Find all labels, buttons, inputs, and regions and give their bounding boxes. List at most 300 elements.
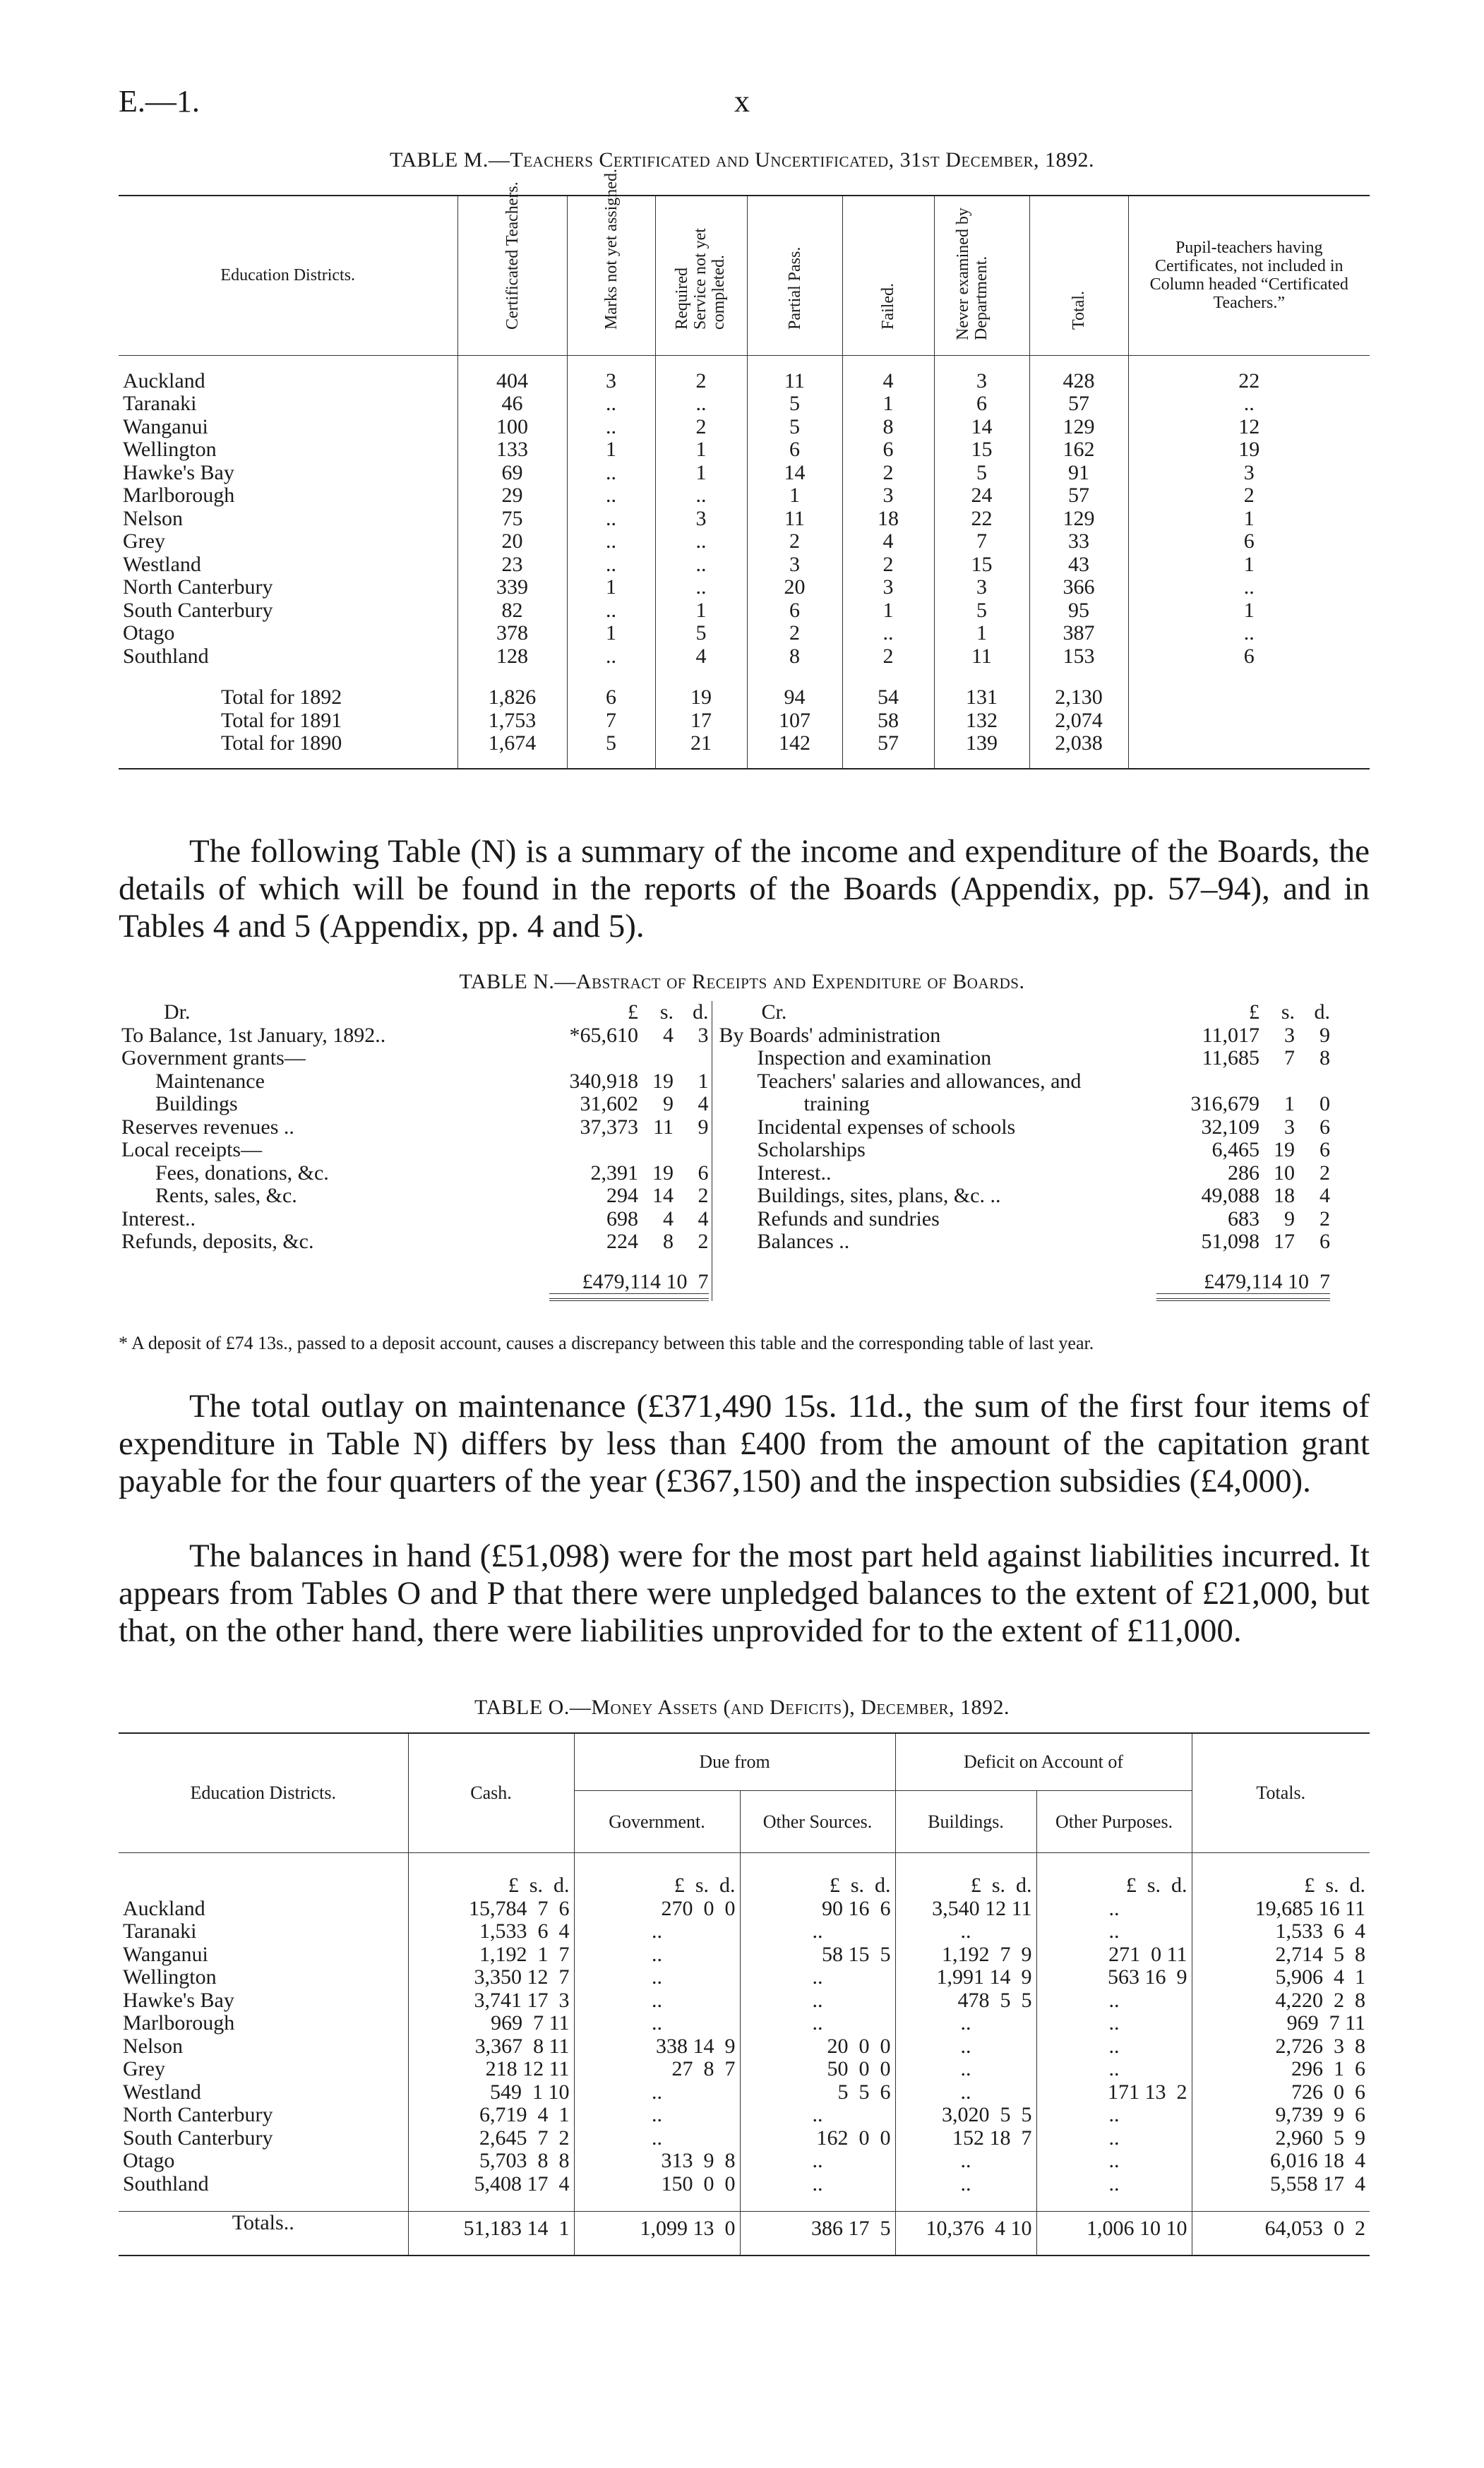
amount-pounds: 32,109 bbox=[1201, 1115, 1259, 1139]
amount-pence: 2 bbox=[698, 1184, 709, 1207]
money-cell: .. bbox=[895, 2173, 1036, 2196]
receipt-label: Reserves revenues .. bbox=[121, 1115, 294, 1139]
table-row bbox=[119, 484, 1370, 508]
money-cell: 271 0 11 bbox=[1036, 1943, 1192, 1967]
table-cell: 11 bbox=[934, 645, 1029, 669]
table-cell: 7 bbox=[934, 530, 1029, 553]
amount-shillings: 14 bbox=[652, 1184, 674, 1207]
table-cell: 162 bbox=[1029, 438, 1128, 462]
amount-pounds: 294 bbox=[606, 1184, 638, 1207]
district-name: North Canterbury bbox=[123, 2103, 273, 2126]
table-cell: .. bbox=[655, 553, 747, 577]
table-row bbox=[119, 2058, 1370, 2081]
table-cell: 33 bbox=[1029, 530, 1128, 553]
money-cell: 1,533 6 4 bbox=[1192, 1920, 1370, 1943]
amount-shillings: 18 bbox=[1274, 1184, 1295, 1207]
table-n-cr: Cr. bbox=[712, 1001, 1135, 1024]
money-cell: 2,960 5 9 bbox=[1192, 2127, 1370, 2150]
total-label: Total for 1892 bbox=[221, 685, 342, 709]
amount-shillings: 11 bbox=[653, 1115, 674, 1139]
table-cell: 2 bbox=[842, 462, 934, 485]
table-cell: 131 bbox=[934, 686, 1029, 709]
table-cell: .. bbox=[1128, 393, 1370, 416]
table-cell: 82 bbox=[457, 599, 567, 623]
table-cell: .. bbox=[567, 530, 655, 553]
amount-pounds: 683 bbox=[1228, 1206, 1259, 1230]
amount-pence: 3 bbox=[698, 1023, 709, 1047]
table-n-total-right: £479,114 10 7 bbox=[1204, 1269, 1330, 1293]
table-cell: 11 bbox=[747, 508, 842, 531]
table-cell: 4 bbox=[842, 370, 934, 393]
table-cell: 57 bbox=[1029, 484, 1128, 508]
district-name: Grey bbox=[123, 529, 165, 553]
table-cell: 29 bbox=[457, 484, 567, 508]
empty-cell bbox=[1333, 1162, 1370, 1185]
col-cash: Cash. bbox=[408, 1733, 574, 1853]
amount-pounds: 286 bbox=[1228, 1161, 1259, 1185]
amount-pounds: 316,679 bbox=[1190, 1092, 1259, 1115]
table-cell bbox=[1128, 686, 1370, 709]
table-cell: 69 bbox=[457, 462, 567, 485]
table-cell: 2,074 bbox=[1029, 709, 1128, 733]
table-cell: 11 bbox=[747, 370, 842, 393]
amount-pounds: 31,602 bbox=[580, 1092, 638, 1115]
money-cell: .. bbox=[1036, 2173, 1192, 2196]
table-row bbox=[119, 1070, 1370, 1094]
col-education-districts: Education Districts. bbox=[220, 266, 356, 285]
amount-pounds: 340,918 bbox=[569, 1069, 638, 1093]
table-cell: 6 bbox=[1128, 530, 1370, 553]
money-cell: 3,540 12 11 bbox=[895, 1898, 1036, 1921]
table-cell: 57 bbox=[1029, 393, 1128, 416]
money-cell: .. bbox=[740, 2150, 895, 2173]
table-cell: 153 bbox=[1029, 645, 1128, 669]
expenditure-label: Inspection and examination bbox=[712, 1047, 1135, 1070]
money-cell: 1,991 14 9 bbox=[895, 1966, 1036, 1989]
money-cell: .. bbox=[574, 2104, 740, 2127]
table-cell: 46 bbox=[457, 393, 567, 416]
table-cell: .. bbox=[567, 553, 655, 577]
money-cell: 50 0 0 bbox=[740, 2058, 895, 2081]
table-cell bbox=[1128, 709, 1370, 733]
col-certificated: Certificated Teachers. bbox=[503, 181, 522, 330]
table-row bbox=[119, 2081, 1370, 2104]
table-o bbox=[119, 1732, 1370, 2256]
table-n-total-left: £479,114 10 7 bbox=[582, 1269, 709, 1293]
total-row bbox=[119, 2212, 1370, 2241]
money-cell: 563 16 9 bbox=[1036, 1966, 1192, 1989]
amount-shillings bbox=[1262, 1070, 1298, 1094]
table-cell: 1 bbox=[747, 484, 842, 508]
table-cell: 21 bbox=[655, 732, 747, 755]
money-cell: 338 14 9 bbox=[574, 2035, 740, 2059]
amount-pence: 1 bbox=[698, 1069, 709, 1093]
table-cell: 95 bbox=[1029, 599, 1128, 623]
page-number: x bbox=[734, 84, 750, 119]
table-cell: 58 bbox=[842, 709, 934, 733]
table-cell: 1 bbox=[655, 462, 747, 485]
district-name: Taranaki bbox=[123, 1919, 197, 1943]
totals-label: Totals.. bbox=[232, 2211, 294, 2234]
money-cell: 90 16 6 bbox=[740, 1898, 895, 1921]
footnote: * A deposit of £74 13s., passed to a deposit account, causes a discrepancy between this table and the corresponding table of last year. bbox=[119, 1333, 1094, 1353]
money-cell: .. bbox=[740, 2173, 895, 2196]
table-row bbox=[119, 370, 1370, 393]
table-row bbox=[119, 1966, 1370, 1989]
table-cell: 100 bbox=[457, 416, 567, 439]
money-cell: 15,784 7 6 bbox=[408, 1898, 574, 1921]
money-cell: .. bbox=[574, 1966, 740, 1989]
table-cell: 133 bbox=[457, 438, 567, 462]
money-cell: 20 0 0 bbox=[740, 2035, 895, 2059]
money-cell: .. bbox=[740, 1989, 895, 2013]
amount-shillings: 19 bbox=[1274, 1138, 1295, 1161]
money-cell: .. bbox=[1036, 2150, 1192, 2173]
money-cell: 5,703 8 8 bbox=[408, 2150, 574, 2173]
table-cell: 3 bbox=[1128, 462, 1370, 485]
unit-shillings: s. bbox=[659, 1000, 674, 1024]
amount-pounds: 698 bbox=[606, 1206, 638, 1230]
table-cell: .. bbox=[567, 599, 655, 623]
table-cell: .. bbox=[567, 645, 655, 669]
expenditure-label: Interest.. bbox=[712, 1162, 1135, 1185]
table-row bbox=[119, 622, 1370, 645]
table-cell: 128 bbox=[457, 645, 567, 669]
table-row bbox=[119, 2150, 1370, 2173]
table-n-dr: Dr. bbox=[164, 1000, 191, 1024]
total-row bbox=[119, 686, 1370, 709]
table-cell: .. bbox=[655, 393, 747, 416]
table-cell: 2,038 bbox=[1029, 732, 1128, 755]
table-cell bbox=[1128, 732, 1370, 755]
district-name: Auckland bbox=[123, 1896, 205, 1920]
table-row bbox=[119, 1898, 1370, 1921]
expenditure-label: By Boards' administration bbox=[712, 1024, 1135, 1048]
table-row bbox=[119, 1162, 1370, 1185]
amount-pounds bbox=[528, 1047, 641, 1070]
table-cell: 129 bbox=[1029, 416, 1128, 439]
district-name: Wellington bbox=[123, 438, 217, 461]
table-row bbox=[119, 1230, 1370, 1254]
unit-row: £ s. d. bbox=[740, 1874, 895, 1898]
amount-pounds: 224 bbox=[606, 1230, 638, 1253]
table-cell: 3 bbox=[747, 553, 842, 577]
table-cell: 3 bbox=[842, 484, 934, 508]
table-cell: 4 bbox=[655, 645, 747, 669]
money-cell: 1,192 1 7 bbox=[408, 1943, 574, 1967]
table-row bbox=[119, 508, 1370, 531]
amount-pence: 6 bbox=[1320, 1230, 1330, 1253]
table-row bbox=[119, 2035, 1370, 2059]
money-cell: 162 0 0 bbox=[740, 2127, 895, 2150]
money-cell: 386 17 5 bbox=[740, 2212, 895, 2241]
money-cell: 2,645 7 2 bbox=[408, 2127, 574, 2150]
district-name: Auckland bbox=[123, 369, 205, 393]
money-cell: 171 13 2 bbox=[1036, 2081, 1192, 2104]
money-cell: .. bbox=[1036, 1989, 1192, 2013]
amount-pence: 6 bbox=[1320, 1115, 1330, 1139]
total-row bbox=[119, 732, 1370, 755]
amount-pence: 4 bbox=[698, 1092, 709, 1115]
expenditure-label: Incidental expenses of schools bbox=[712, 1116, 1135, 1139]
table-cell: 1,674 bbox=[457, 732, 567, 755]
double-rule bbox=[549, 1293, 709, 1301]
col-other-purposes: Other Purposes. bbox=[1036, 1791, 1192, 1853]
amount-pence: 4 bbox=[698, 1206, 709, 1230]
col-buildings: Buildings. bbox=[895, 1791, 1036, 1853]
table-cell: 2 bbox=[747, 622, 842, 645]
table-cell: .. bbox=[842, 622, 934, 645]
table-row bbox=[119, 1139, 1370, 1162]
district-name: South Canterbury bbox=[123, 598, 273, 622]
table-cell: 5 bbox=[655, 622, 747, 645]
amount-shillings: 19 bbox=[652, 1161, 674, 1185]
table-cell: 5 bbox=[934, 462, 1029, 485]
table-cell: 6 bbox=[567, 686, 655, 709]
table-row bbox=[119, 2012, 1370, 2035]
table-cell: 107 bbox=[747, 709, 842, 733]
amount-shillings: 1 bbox=[1284, 1092, 1295, 1115]
empty-cell bbox=[1333, 1070, 1370, 1094]
amount-pence: 9 bbox=[698, 1115, 709, 1139]
col-partial-pass: Partial Pass. bbox=[785, 246, 804, 330]
col-marks-not-assigned: Marks not yet assigned. bbox=[602, 169, 621, 330]
table-row bbox=[119, 645, 1370, 669]
district-name: Otago bbox=[123, 621, 175, 645]
table-cell: 1 bbox=[655, 438, 747, 462]
unit-shillings: s. bbox=[1281, 1000, 1295, 1024]
table-row bbox=[119, 2104, 1370, 2127]
money-cell: 4,220 2 8 bbox=[1192, 1989, 1370, 2013]
col-pupil-teachers: Pupil-teachers having Certificates, not included in Column headed “Certificated Teachers.” bbox=[1128, 196, 1370, 355]
money-cell: .. bbox=[574, 2127, 740, 2150]
money-cell: 27 8 7 bbox=[574, 2058, 740, 2081]
table-cell: 6 bbox=[747, 599, 842, 623]
table-cell: 3 bbox=[934, 576, 1029, 599]
money-cell: .. bbox=[1036, 2127, 1192, 2150]
col-service-not-completed: Required Service not yet completed. bbox=[673, 228, 728, 330]
money-cell: .. bbox=[574, 2012, 740, 2035]
amount-pounds: *65,610 bbox=[569, 1023, 638, 1047]
table-cell: 17 bbox=[655, 709, 747, 733]
money-cell: .. bbox=[740, 2104, 895, 2127]
amount-pence: 6 bbox=[698, 1161, 709, 1185]
money-cell: 5,906 4 1 bbox=[1192, 1966, 1370, 1989]
receipt-label: Maintenance bbox=[155, 1069, 265, 1093]
table-m-caption: TABLE M.—Teachers Certificated and Uncertificated, 31st December, 1892. bbox=[389, 148, 1095, 172]
money-cell: 6,016 18 4 bbox=[1192, 2150, 1370, 2173]
money-cell: 478 5 5 bbox=[895, 1989, 1036, 2013]
table-cell: 94 bbox=[747, 686, 842, 709]
col-education-districts: Education Districts. bbox=[119, 1733, 408, 1853]
table-row bbox=[119, 1989, 1370, 2013]
table-row bbox=[119, 530, 1370, 553]
money-cell: .. bbox=[895, 2035, 1036, 2059]
district-name: Wellington bbox=[123, 1965, 217, 1989]
amount-pence: 2 bbox=[698, 1230, 709, 1253]
amount-pounds: 11,685 bbox=[1202, 1046, 1259, 1070]
table-cell: .. bbox=[567, 484, 655, 508]
amount-pence: 2 bbox=[1320, 1206, 1330, 1230]
money-cell: 3,741 17 3 bbox=[408, 1989, 574, 2013]
table-row bbox=[119, 1024, 1370, 1048]
table-cell: 14 bbox=[934, 416, 1029, 439]
table-cell: 12 bbox=[1128, 416, 1370, 439]
table-cell: 15 bbox=[934, 438, 1029, 462]
empty-cell bbox=[1333, 1185, 1370, 1208]
table-cell: 57 bbox=[842, 732, 934, 755]
col-totals: Totals. bbox=[1192, 1733, 1370, 1853]
money-cell: .. bbox=[740, 2012, 895, 2035]
receipt-label: Rents, sales, &c. bbox=[155, 1184, 297, 1207]
money-cell: 3,367 8 11 bbox=[408, 2035, 574, 2059]
money-cell: 150 0 0 bbox=[574, 2173, 740, 2196]
money-cell: .. bbox=[895, 2012, 1036, 2035]
money-cell: 2,714 5 8 bbox=[1192, 1943, 1370, 1967]
table-cell: 5 bbox=[747, 393, 842, 416]
empty-cell bbox=[1333, 1116, 1370, 1139]
amount-pence bbox=[1298, 1070, 1333, 1094]
table-row bbox=[119, 1116, 1370, 1139]
money-cell: 5,408 17 4 bbox=[408, 2173, 574, 2196]
table-cell: .. bbox=[655, 484, 747, 508]
expenditure-label: Scholarships bbox=[712, 1139, 1135, 1162]
table-cell: 14 bbox=[747, 462, 842, 485]
district-name: North Canterbury bbox=[123, 575, 273, 599]
unit-row: £ s. d. bbox=[1192, 1874, 1370, 1898]
col-total: Total. bbox=[1070, 291, 1088, 330]
money-cell: 549 1 10 bbox=[408, 2081, 574, 2104]
table-cell: 3 bbox=[842, 576, 934, 599]
money-cell: .. bbox=[1036, 1920, 1192, 1943]
amount-shillings bbox=[641, 1139, 676, 1162]
table-cell: 2 bbox=[842, 553, 934, 577]
table-cell: 366 bbox=[1029, 576, 1128, 599]
money-cell: .. bbox=[1036, 2058, 1192, 2081]
receipt-label: Refunds, deposits, &c. bbox=[121, 1230, 314, 1253]
empty-cell bbox=[1333, 1047, 1370, 1070]
table-cell: 404 bbox=[457, 370, 567, 393]
table-cell: 15 bbox=[934, 553, 1029, 577]
amount-shillings: 3 bbox=[1284, 1023, 1295, 1047]
paragraph-table-n-intro: The following Table (N) is a summary of the income and expenditure of the Boards, the details of which will be found in the reports of the Boards (Appendix, pp. 57–94), and in Tables 4 and 5 (Appendix, pp. 4 and 5). bbox=[119, 833, 1370, 945]
table-o-caption: TABLE O.—Money Assets (and Deficits), December, 1892. bbox=[474, 1696, 1010, 1719]
table-row bbox=[119, 438, 1370, 462]
amount-shillings: 3 bbox=[1284, 1115, 1295, 1139]
table-row bbox=[119, 553, 1370, 577]
amount-pence: 9 bbox=[1320, 1023, 1330, 1047]
receipt-label: Buildings bbox=[155, 1092, 238, 1115]
table-cell: 1 bbox=[567, 576, 655, 599]
district-name: Hawke's Bay bbox=[123, 1988, 234, 2012]
amount-shillings bbox=[641, 1047, 676, 1070]
money-cell: 270 0 0 bbox=[574, 1898, 740, 1921]
table-row bbox=[119, 2127, 1370, 2150]
table-cell: 22 bbox=[934, 508, 1029, 531]
amount-shillings: 8 bbox=[663, 1230, 674, 1253]
table-cell: 2 bbox=[655, 370, 747, 393]
table-cell: .. bbox=[567, 508, 655, 531]
table-cell: 1 bbox=[842, 393, 934, 416]
receipt-label: Fees, donations, &c. bbox=[155, 1161, 329, 1185]
table-m bbox=[119, 169, 1370, 769]
money-cell: .. bbox=[574, 1943, 740, 1967]
district-name: Nelson bbox=[123, 506, 183, 530]
table-cell: .. bbox=[655, 576, 747, 599]
table-cell: 5 bbox=[934, 599, 1029, 623]
money-cell: .. bbox=[895, 2058, 1036, 2081]
table-cell: 1 bbox=[1128, 599, 1370, 623]
money-cell: .. bbox=[1036, 1898, 1192, 1921]
amount-pounds: 49,088 bbox=[1201, 1184, 1259, 1207]
expenditure-label: training bbox=[712, 1093, 1135, 1116]
col-deficit: Deficit on Account of bbox=[895, 1733, 1192, 1791]
table-cell: 1 bbox=[1128, 553, 1370, 577]
amount-pence bbox=[676, 1047, 712, 1070]
amount-pounds: 6,465 bbox=[1211, 1138, 1259, 1161]
table-cell: 23 bbox=[457, 553, 567, 577]
table-cell: 1 bbox=[567, 438, 655, 462]
money-cell: 2,726 3 8 bbox=[1192, 2035, 1370, 2059]
money-cell: .. bbox=[574, 1989, 740, 2013]
table-row bbox=[119, 416, 1370, 439]
money-cell: 1,006 10 10 bbox=[1036, 2212, 1192, 2241]
district-name: Otago bbox=[123, 2149, 175, 2172]
amount-pence: 6 bbox=[1320, 1138, 1330, 1161]
money-cell: .. bbox=[895, 2081, 1036, 2104]
table-cell: 54 bbox=[842, 686, 934, 709]
page-reference: E.—1. bbox=[119, 84, 200, 119]
empty-cell bbox=[1333, 1208, 1370, 1231]
table-cell: 1 bbox=[934, 622, 1029, 645]
unit-row: £ s. d. bbox=[574, 1874, 740, 1898]
table-cell: 91 bbox=[1029, 462, 1128, 485]
amount-shillings: 4 bbox=[663, 1023, 674, 1047]
amount-shillings: 4 bbox=[663, 1206, 674, 1230]
expenditure-label: Buildings, sites, plans, &c. .. bbox=[712, 1185, 1135, 1208]
total-label: Total for 1891 bbox=[221, 708, 342, 732]
table-cell: 7 bbox=[567, 709, 655, 733]
table-cell: 2 bbox=[747, 530, 842, 553]
table-row bbox=[119, 2173, 1370, 2196]
table-cell: 378 bbox=[457, 622, 567, 645]
amount-shillings: 9 bbox=[663, 1092, 674, 1115]
money-cell: 3,020 5 5 bbox=[895, 2104, 1036, 2127]
expenditure-label: Refunds and sundries bbox=[712, 1208, 1135, 1231]
money-cell: 969 7 11 bbox=[1192, 2012, 1370, 2035]
table-cell: 6 bbox=[842, 438, 934, 462]
money-cell: 19,685 16 11 bbox=[1192, 1898, 1370, 1921]
table-cell: 43 bbox=[1029, 553, 1128, 577]
table-cell: 20 bbox=[457, 530, 567, 553]
amount-pounds: 11,017 bbox=[1202, 1023, 1259, 1047]
total-label: Total for 1890 bbox=[221, 731, 342, 755]
table-cell: 5 bbox=[747, 416, 842, 439]
table-cell: 2 bbox=[655, 416, 747, 439]
unit-row: £ s. d. bbox=[895, 1874, 1036, 1898]
table-cell: 142 bbox=[747, 732, 842, 755]
receipt-label: Local receipts— bbox=[121, 1138, 263, 1161]
table-cell: 20 bbox=[747, 576, 842, 599]
table-n-caption: TABLE N.—Abstract of Receipts and Expenditure of Boards. bbox=[459, 970, 1025, 993]
money-cell: 10,376 4 10 bbox=[895, 2212, 1036, 2241]
table-cell: 339 bbox=[457, 576, 567, 599]
district-name: South Canterbury bbox=[123, 2126, 273, 2150]
table-cell: 3 bbox=[655, 508, 747, 531]
table-cell: 5 bbox=[567, 732, 655, 755]
table-cell: .. bbox=[567, 393, 655, 416]
money-cell: .. bbox=[1036, 2012, 1192, 2035]
